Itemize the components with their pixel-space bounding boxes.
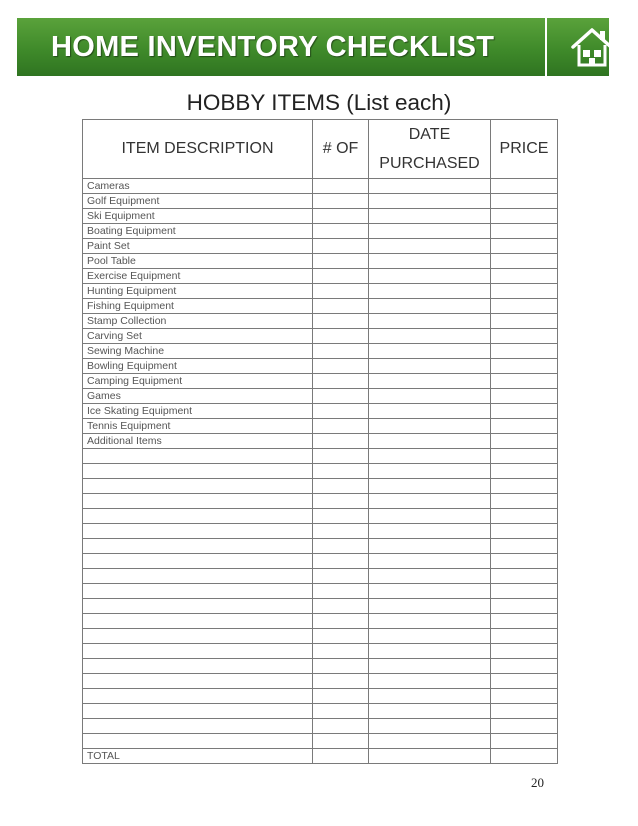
item-description-cell — [83, 539, 313, 554]
count-cell — [313, 299, 369, 314]
date-purchased-cell — [369, 719, 491, 734]
price-cell — [491, 689, 558, 704]
price-cell — [491, 629, 558, 644]
table-row — [83, 269, 558, 284]
item-description-cell — [83, 704, 313, 719]
item-description-cell: Boating Equipment — [83, 224, 313, 239]
item-description-cell: Tennis Equipment — [83, 419, 313, 434]
table-row — [83, 704, 558, 719]
item-description-cell — [83, 509, 313, 524]
banner-divider — [545, 18, 547, 76]
count-cell — [313, 449, 369, 464]
count-cell — [313, 314, 369, 329]
item-description-cell — [83, 659, 313, 674]
count-cell — [313, 494, 369, 509]
date-purchased-cell — [369, 599, 491, 614]
price-cell — [491, 749, 558, 764]
table-row — [83, 389, 558, 404]
table-row — [83, 644, 558, 659]
item-description-cell — [83, 689, 313, 704]
date-purchased-cell — [369, 284, 491, 299]
date-purchased-cell — [369, 659, 491, 674]
price-cell — [491, 224, 558, 239]
date-purchased-cell — [369, 509, 491, 524]
table-row — [83, 344, 558, 359]
item-description-cell — [83, 584, 313, 599]
column-header-date-purchased: DATE PURCHASED — [369, 120, 491, 179]
table-row — [83, 449, 558, 464]
count-cell — [313, 464, 369, 479]
column-header-count: # OF — [313, 120, 369, 179]
price-cell — [491, 374, 558, 389]
date-purchased-cell — [369, 239, 491, 254]
item-description-cell — [83, 599, 313, 614]
item-description-cell — [83, 629, 313, 644]
table-row — [83, 329, 558, 344]
date-purchased-cell — [369, 689, 491, 704]
item-description-cell: Fishing Equipment — [83, 299, 313, 314]
table-row — [83, 524, 558, 539]
price-cell — [491, 584, 558, 599]
item-description-cell — [83, 464, 313, 479]
total-row — [83, 749, 558, 764]
item-description-cell — [83, 479, 313, 494]
price-cell — [491, 329, 558, 344]
date-purchased-cell — [369, 674, 491, 689]
count-cell — [313, 359, 369, 374]
date-purchased-cell — [369, 329, 491, 344]
price-cell — [491, 284, 558, 299]
count-cell — [313, 329, 369, 344]
table-header-row — [83, 120, 558, 179]
date-purchased-cell — [369, 494, 491, 509]
item-description-cell: Games — [83, 389, 313, 404]
price-cell — [491, 734, 558, 749]
price-cell — [491, 719, 558, 734]
table-row — [83, 479, 558, 494]
price-cell — [491, 704, 558, 719]
price-cell — [491, 299, 558, 314]
count-cell — [313, 509, 369, 524]
count-cell — [313, 419, 369, 434]
item-description-cell — [83, 554, 313, 569]
price-cell — [491, 419, 558, 434]
count-cell — [313, 539, 369, 554]
table-row — [83, 734, 558, 749]
table-body — [83, 179, 558, 764]
item-description-cell — [83, 719, 313, 734]
table-row — [83, 539, 558, 554]
count-cell — [313, 734, 369, 749]
item-description-cell: Pool Table — [83, 254, 313, 269]
document-title: HOME INVENTORY CHECKLIST — [51, 31, 495, 63]
count-cell — [313, 659, 369, 674]
total-label: TOTAL — [83, 749, 313, 764]
count-cell — [313, 569, 369, 584]
count-cell — [313, 179, 369, 194]
price-cell — [491, 509, 558, 524]
price-cell — [491, 404, 558, 419]
price-cell — [491, 524, 558, 539]
price-cell — [491, 479, 558, 494]
table-row — [83, 599, 558, 614]
item-description-cell: Bowling Equipment — [83, 359, 313, 374]
item-description-cell — [83, 644, 313, 659]
table-row — [83, 359, 558, 374]
date-purchased-cell — [369, 434, 491, 449]
item-description-cell — [83, 569, 313, 584]
item-description-cell: Paint Set — [83, 239, 313, 254]
price-cell — [491, 194, 558, 209]
count-cell — [313, 374, 369, 389]
price-cell — [491, 179, 558, 194]
date-purchased-cell — [369, 584, 491, 599]
date-purchased-cell — [369, 194, 491, 209]
count-cell — [313, 644, 369, 659]
item-description-cell: Camping Equipment — [83, 374, 313, 389]
table-row — [83, 209, 558, 224]
count-cell — [313, 239, 369, 254]
count-cell — [313, 404, 369, 419]
count-cell — [313, 209, 369, 224]
table-row — [83, 404, 558, 419]
date-purchased-cell — [369, 629, 491, 644]
date-purchased-cell — [369, 704, 491, 719]
date-purchased-cell — [369, 254, 491, 269]
item-description-cell — [83, 674, 313, 689]
count-cell — [313, 614, 369, 629]
table-row — [83, 434, 558, 449]
inventory-table — [82, 119, 558, 764]
item-description-cell: Carving Set — [83, 329, 313, 344]
table-row — [83, 659, 558, 674]
date-purchased-cell — [369, 524, 491, 539]
date-purchased-cell — [369, 449, 491, 464]
price-cell — [491, 644, 558, 659]
price-cell — [491, 254, 558, 269]
count-cell — [313, 389, 369, 404]
table-row — [83, 254, 558, 269]
date-purchased-cell — [369, 644, 491, 659]
table-row — [83, 614, 558, 629]
item-description-cell: Stamp Collection — [83, 314, 313, 329]
table-row — [83, 719, 558, 734]
table-row — [83, 674, 558, 689]
item-description-cell: Exercise Equipment — [83, 269, 313, 284]
price-cell — [491, 239, 558, 254]
header-banner — [17, 18, 609, 76]
item-description-cell — [83, 494, 313, 509]
table-row — [83, 509, 558, 524]
date-purchased-cell — [369, 614, 491, 629]
count-cell — [313, 194, 369, 209]
count-cell — [313, 629, 369, 644]
date-purchased-cell — [369, 569, 491, 584]
date-purchased-cell — [369, 554, 491, 569]
item-description-cell — [83, 734, 313, 749]
count-cell — [313, 599, 369, 614]
price-cell — [491, 569, 558, 584]
date-purchased-cell — [369, 299, 491, 314]
table-row — [83, 194, 558, 209]
section-title: HOBBY ITEMS (List each) — [186, 90, 452, 115]
count-cell — [313, 344, 369, 359]
count-cell — [313, 224, 369, 239]
table-row — [83, 284, 558, 299]
price-cell — [491, 614, 558, 629]
table-row — [83, 299, 558, 314]
date-purchased-cell — [369, 209, 491, 224]
item-description-cell: Sewing Machine — [83, 344, 313, 359]
table-row — [83, 374, 558, 389]
price-cell — [491, 464, 558, 479]
count-cell — [313, 254, 369, 269]
column-header-description: ITEM DESCRIPTION — [83, 120, 313, 179]
house-icon — [569, 25, 615, 69]
table-row — [83, 554, 558, 569]
price-cell — [491, 659, 558, 674]
date-purchased-cell — [369, 179, 491, 194]
count-cell — [313, 689, 369, 704]
price-cell — [491, 674, 558, 689]
count-cell — [313, 719, 369, 734]
date-purchased-cell — [369, 269, 491, 284]
price-cell — [491, 314, 558, 329]
item-description-cell — [83, 614, 313, 629]
table-row — [83, 569, 558, 584]
table-row — [83, 239, 558, 254]
table-row — [83, 464, 558, 479]
table-row — [83, 314, 558, 329]
count-cell — [313, 584, 369, 599]
date-purchased-cell — [369, 404, 491, 419]
count-cell — [313, 749, 369, 764]
table-row — [83, 629, 558, 644]
column-header-price: PRICE — [491, 120, 558, 179]
count-cell — [313, 554, 369, 569]
date-purchased-cell — [369, 419, 491, 434]
item-description-cell: Hunting Equipment — [83, 284, 313, 299]
date-purchased-cell — [369, 224, 491, 239]
count-cell — [313, 434, 369, 449]
item-description-cell: Additional Items — [83, 434, 313, 449]
date-purchased-cell — [369, 374, 491, 389]
count-cell — [313, 704, 369, 719]
item-description-cell: Ice Skating Equipment — [83, 404, 313, 419]
table-row — [83, 584, 558, 599]
count-cell — [313, 269, 369, 284]
price-cell — [491, 599, 558, 614]
price-cell — [491, 209, 558, 224]
item-description-cell — [83, 449, 313, 464]
item-description-cell: Golf Equipment — [83, 194, 313, 209]
price-cell — [491, 539, 558, 554]
date-purchased-cell — [369, 749, 491, 764]
price-cell — [491, 359, 558, 374]
item-description-cell — [83, 524, 313, 539]
price-cell — [491, 434, 558, 449]
date-purchased-cell — [369, 734, 491, 749]
date-purchased-cell — [369, 464, 491, 479]
table-row — [83, 224, 558, 239]
date-purchased-cell — [369, 389, 491, 404]
item-description-cell: Ski Equipment — [83, 209, 313, 224]
price-cell — [491, 344, 558, 359]
count-cell — [313, 674, 369, 689]
count-cell — [313, 524, 369, 539]
date-purchased-cell — [369, 314, 491, 329]
date-purchased-cell — [369, 344, 491, 359]
price-cell — [491, 554, 558, 569]
count-cell — [313, 284, 369, 299]
price-cell — [491, 449, 558, 464]
table-row — [83, 494, 558, 509]
date-purchased-cell — [369, 359, 491, 374]
date-purchased-cell — [369, 539, 491, 554]
price-cell — [491, 269, 558, 284]
price-cell — [491, 389, 558, 404]
item-description-cell: Cameras — [83, 179, 313, 194]
page-number: 20 — [531, 775, 544, 790]
table-row — [83, 179, 558, 194]
date-purchased-cell — [369, 479, 491, 494]
price-cell — [491, 494, 558, 509]
table-row — [83, 689, 558, 704]
count-cell — [313, 479, 369, 494]
table-row — [83, 419, 558, 434]
